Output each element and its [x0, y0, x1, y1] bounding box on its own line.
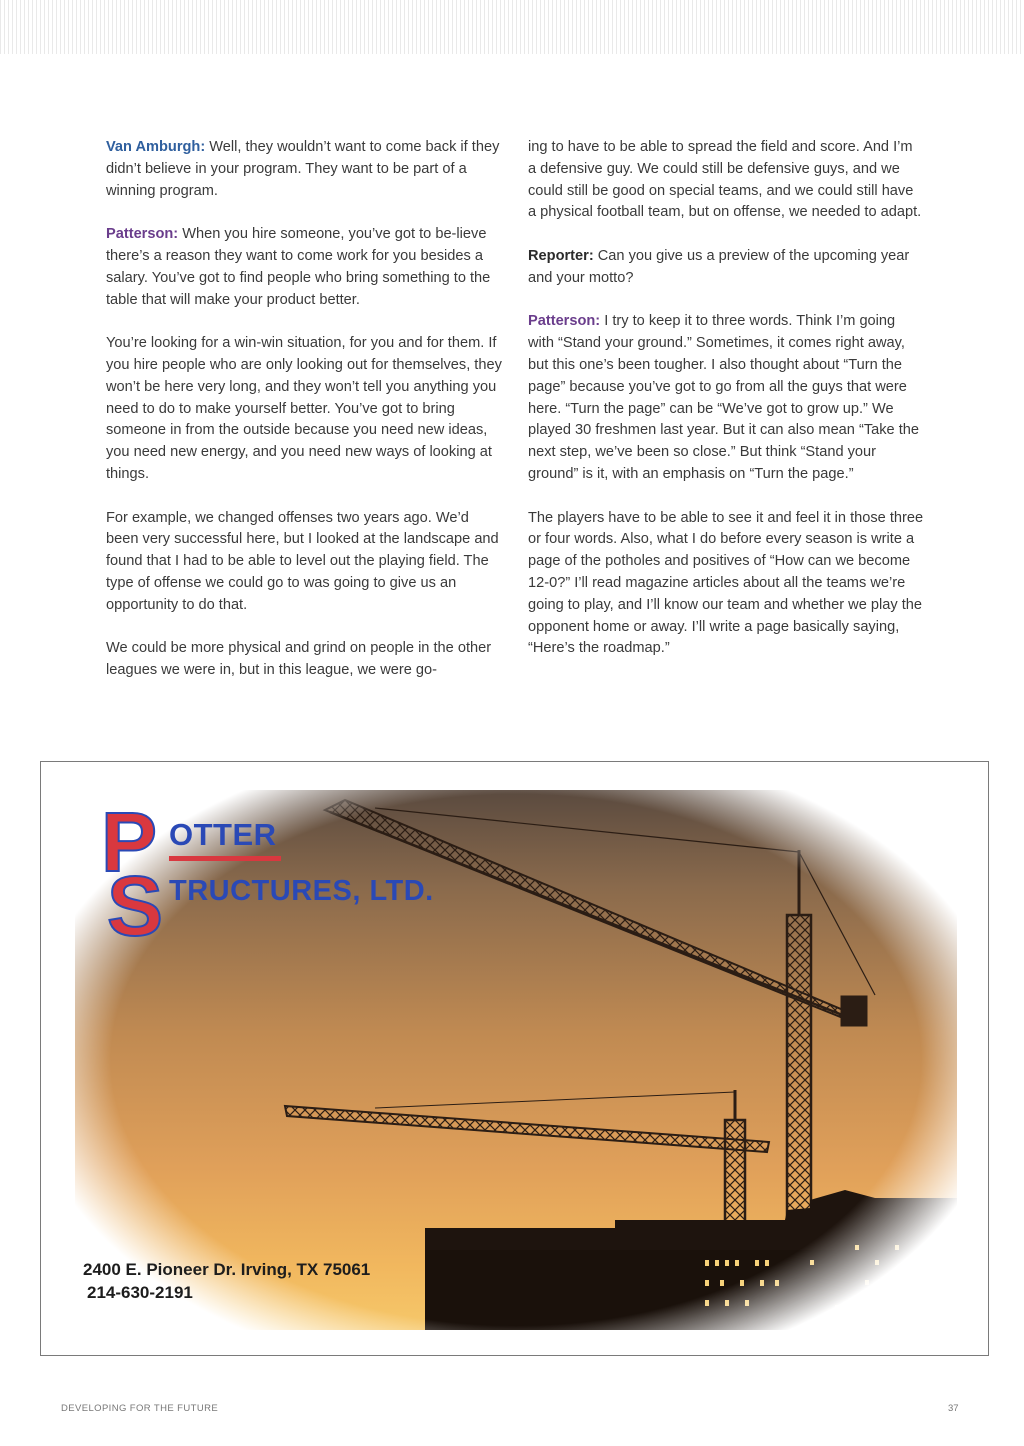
- article-paragraph: [106, 333, 502, 486]
- paragraph-text: Can you give us a preview of the upcoming year and your motto?: [528, 247, 910, 286]
- ad-contact-info: [83, 1258, 370, 1304]
- paragraph-text: When you hire someone, you’ve got to be-lieve there’s a reason they want to come work for you besides a salary. You’ve got to find people who bring something to the table that will make your product better.: [106, 226, 491, 308]
- paragraph-text: You’re looking for a win-win situation, for you and for them. If you hire people who are only looking out for themselves, they won’t be here very long, and they won’t tell you anything you need to do to make yourself better. You’ve got to bring someone in from the outside because you need new ideas, you need new energy, and you need new ways of looking at things.: [106, 335, 502, 482]
- paragraph-text: We could be more physical and grind on people in the other leagues we were in, but in this league, we were go-: [106, 640, 492, 679]
- footer-section-title: DEVELOPING FOR THE FUTURE: [61, 1403, 219, 1414]
- paragraph-text: The players have to be able to see it and feel it in those three or four words. Also, what I do before every season is write a page of the potholes and positives of “How can we become 12-0?” I’ll read magazine articles about all the teams we’re going to play, and I’ll know our team and whether we play the opponent home or away. I’ll write a page basically saying, “Here’s the roadmap.”: [528, 509, 924, 657]
- ad-phone: 214-630-2191: [87, 1283, 193, 1302]
- article-paragraph: [106, 224, 502, 311]
- article-paragraph: [106, 508, 502, 617]
- speaker-label: Reporter:: [528, 247, 594, 264]
- article-paragraph: [528, 311, 924, 485]
- logo-letter-s: S: [107, 859, 164, 953]
- article-paragraph: [528, 508, 924, 661]
- article-paragraph: [106, 638, 502, 682]
- header-stripe-band: [0, 0, 1024, 54]
- paragraph-text: I try to keep it to three words. Think I’m going with “Stand your ground.” Sometimes, it comes right away, but this one’s been tougher. I also thought about “Turn the page” because you’ve got to go from all the guys that were here. “Turn the page” can be “We’ve got to grow up.” We played 30 freshmen last year. But it can also mean “Take the next step, we’ve been so close.” But think “Stand your ground” is it, with an emphasis on “Turn the page.”: [528, 313, 920, 482]
- ad-address: 2400 E. Pioneer Dr. Irving, TX 75061: [83, 1260, 371, 1279]
- speaker-label: Patterson:: [528, 313, 601, 330]
- article-column-left: [106, 137, 502, 704]
- paragraph-text: ing to have to be able to spread the field and score. And I’m a defensive guy. We could still be defensive guys, and we could still be good on special teams, and we could still have a physical football team, but on offense, we needed to adapt.: [528, 139, 922, 221]
- article-paragraph: [528, 246, 924, 290]
- logo-text-otter: OTTER: [169, 817, 277, 852]
- paragraph-text: For example, we changed offenses two years ago. We’d been very successful here, but I looked at the landscape and found that I had to be able to level out the playing field. The type of offense we could go to was going to give us an opportunity to do that.: [106, 509, 499, 613]
- article-paragraph: [528, 137, 924, 224]
- logo-red-rule: [169, 856, 281, 861]
- article-column-right: [528, 137, 924, 682]
- potter-structures-logo: [101, 795, 521, 964]
- logo-text-structures: TRUCTURES, LTD.: [169, 875, 434, 907]
- speaker-label: Van Amburgh:: [106, 139, 206, 155]
- advertisement: [40, 761, 989, 1356]
- footer-page-number: 37: [948, 1403, 959, 1414]
- paragraph-text: Well, they wouldn’t want to come back if they didn’t believe in your program. They want to be part of a winning program.: [106, 139, 500, 199]
- article-paragraph: [106, 137, 502, 202]
- speaker-label: Patterson:: [106, 226, 179, 243]
- logo-letter-p: P: [101, 795, 158, 889]
